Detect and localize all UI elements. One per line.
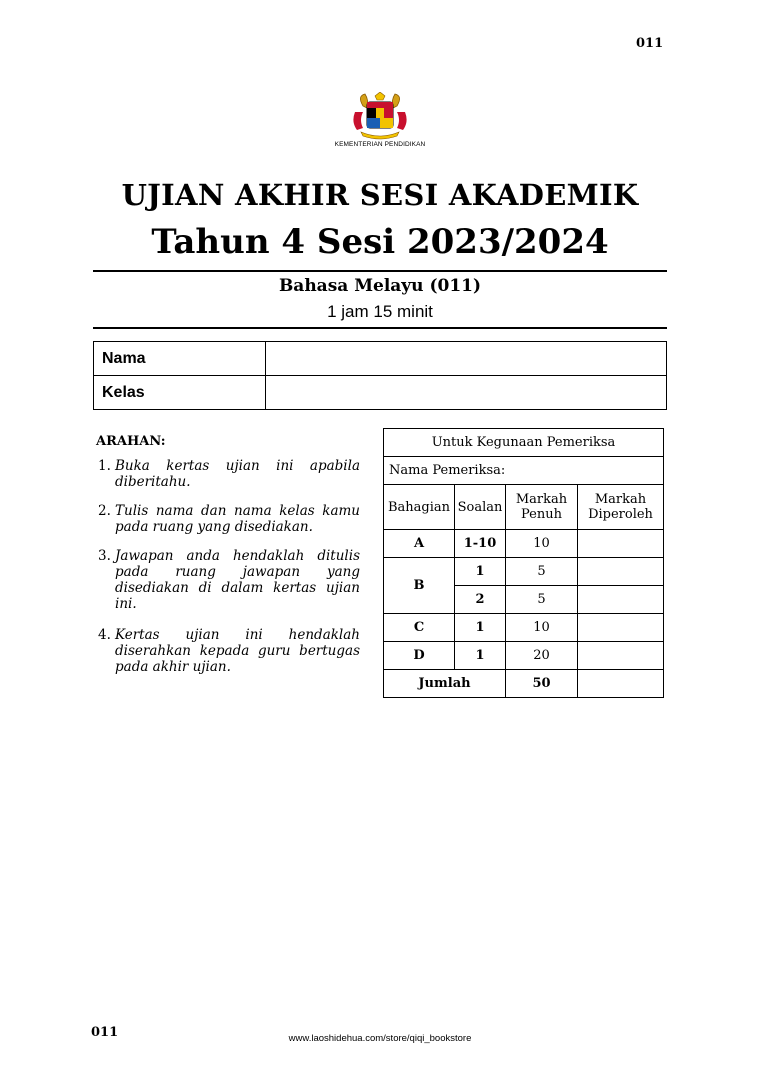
divider-bottom — [93, 327, 667, 329]
student-identity-table — [93, 341, 667, 410]
marks-obtained-cell[interactable] — [578, 586, 664, 614]
coat-of-arms-icon — [345, 92, 415, 140]
full-marks-cell: 10 — [506, 614, 578, 642]
name-label: Nama — [94, 342, 266, 376]
instruction-number: 2. — [98, 503, 111, 519]
section-cell: D — [384, 642, 455, 670]
instruction-item — [98, 627, 360, 675]
subject-title: Bahasa Melayu (011) — [278, 276, 482, 296]
marks-obtained-cell[interactable] — [578, 642, 664, 670]
marks-obtained-cell[interactable] — [578, 530, 664, 558]
table-header-row — [384, 485, 664, 530]
examiner-marks-table — [383, 428, 664, 698]
section-cell: C — [384, 614, 455, 642]
total-row — [384, 670, 664, 698]
table-title: Untuk Kegunaan Pemeriksa — [384, 429, 664, 457]
page-code-bottom: 011 — [91, 1025, 119, 1040]
ministry-caption: KEMENTERIAN PENDIDIKAN — [334, 141, 426, 148]
instructions-title: ARAHAN: — [96, 434, 166, 449]
class-field[interactable] — [266, 376, 667, 410]
full-marks-cell: 5 — [506, 558, 578, 586]
question-cell: 1 — [455, 558, 506, 586]
class-row — [94, 376, 667, 410]
instruction-number: 1. — [98, 458, 111, 474]
question-cell: 2 — [455, 586, 506, 614]
instruction-text: Kertas ujian ini hendaklah diserahkan kepada guru bertugas pada akhir ujian. — [115, 627, 360, 675]
name-field[interactable] — [266, 342, 667, 376]
table-row — [384, 614, 664, 642]
divider-top — [93, 270, 667, 272]
exam-duration: 1 jam 15 minit — [327, 302, 433, 321]
full-marks-cell: 5 — [506, 586, 578, 614]
examiner-name-row — [384, 457, 664, 485]
class-label: Kelas — [94, 376, 266, 410]
header-section: Bahagian — [384, 485, 455, 530]
section-cell: B — [384, 558, 455, 614]
question-cell: 1 — [455, 614, 506, 642]
total-label: Jumlah — [384, 670, 506, 698]
exam-year-session: Tahun 4 Sesi 2023/2024 — [151, 222, 609, 262]
table-row — [384, 530, 664, 558]
instruction-number: 3. — [98, 548, 111, 564]
examiner-name-label: Nama Pemeriksa: — [384, 457, 664, 485]
exam-title: UJIAN AKHIR SESI AKADEMIK — [121, 178, 639, 212]
instruction-text: Buka kertas ujian ini apabila diberitahu. — [115, 458, 360, 490]
instruction-text: Jawapan anda hendaklah ditulis pada ruang jawapan yang disediakan di dalam kertas ujian ini. — [115, 548, 360, 612]
question-cell: 1 — [455, 642, 506, 670]
header-full-marks: Markah Penuh — [506, 485, 578, 530]
footer-url: www.laoshidehua.com/store/qiqi_bookstore — [288, 1033, 472, 1044]
section-cell: A — [384, 530, 455, 558]
total-full-marks: 50 — [506, 670, 578, 698]
page-code-top: 011 — [636, 36, 664, 51]
instruction-number: 4. — [98, 627, 111, 643]
table-row — [384, 642, 664, 670]
full-marks-cell: 20 — [506, 642, 578, 670]
instruction-item — [98, 503, 360, 535]
marks-obtained-cell[interactable] — [578, 558, 664, 586]
instruction-item — [98, 548, 360, 612]
marks-obtained-cell[interactable] — [578, 614, 664, 642]
question-cell: 1-10 — [455, 530, 506, 558]
instruction-item — [98, 458, 360, 490]
table-title-row — [384, 429, 664, 457]
header-question: Soalan — [455, 485, 506, 530]
name-row — [94, 342, 667, 376]
full-marks-cell: 10 — [506, 530, 578, 558]
header-marks-obtained: Markah Diperoleh — [578, 485, 664, 530]
table-row — [384, 558, 664, 586]
total-marks-obtained[interactable] — [578, 670, 664, 698]
instruction-text: Tulis nama dan nama kelas kamu pada ruang yang disediakan. — [115, 503, 360, 535]
